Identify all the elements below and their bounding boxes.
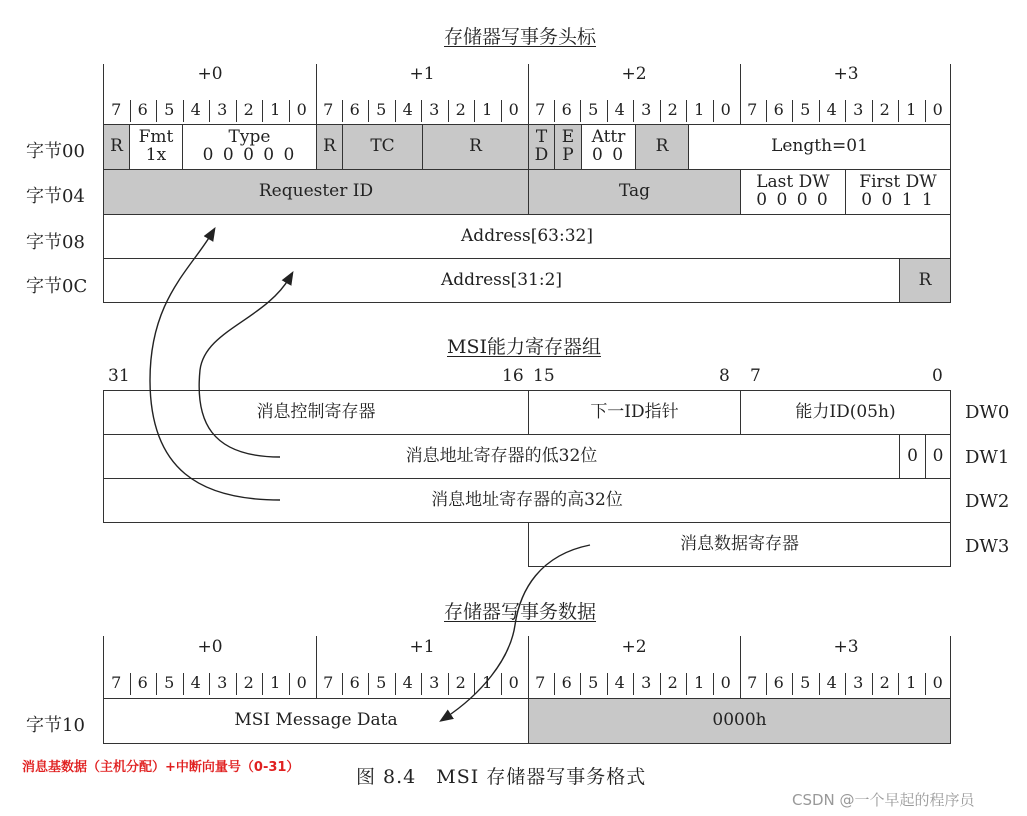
annotation-note: 消息基数据（主机分配）+中断向量号（0-31）: [22, 760, 300, 775]
field-r-5: R: [899, 258, 951, 303]
bit-separator: [421, 100, 422, 122]
bit-label: 3: [429, 673, 440, 692]
bit-label: 3: [853, 673, 864, 692]
data-byte-offset-3: +3: [833, 637, 859, 657]
bit-label: 2: [455, 100, 466, 119]
msi-bit-15: 15: [533, 366, 555, 386]
data-byte-offset-2: +2: [621, 637, 647, 657]
bit-separator: [156, 673, 157, 695]
addr-low-bit0: 0: [925, 434, 951, 479]
bit-separator: [130, 100, 131, 122]
msi-title: MSI能力寄存器组: [447, 336, 601, 358]
bit-separator: [501, 100, 502, 122]
bit-label: 2: [667, 673, 678, 692]
bit-label: 4: [402, 100, 413, 119]
field-length: Length=01: [688, 124, 951, 170]
bit-separator: [368, 673, 369, 695]
bit-separator: [872, 673, 873, 695]
bit-separator: [474, 100, 475, 122]
field-r-2: R: [316, 124, 343, 170]
msi-bit-16: 16: [502, 366, 524, 386]
data-zero-field: 0000h: [528, 698, 951, 744]
field-address-low: Address[31:2]: [103, 258, 900, 303]
bit-label: 1: [694, 673, 705, 692]
field-td: [528, 124, 555, 170]
bit-label: 4: [402, 673, 413, 692]
row-label-00: 字节00: [26, 141, 85, 162]
field-r-3: R: [422, 124, 529, 170]
bit-label: 0: [296, 673, 307, 692]
field-first-dw: [845, 169, 951, 215]
bit-separator: [819, 100, 820, 122]
bit-label: 3: [641, 100, 652, 119]
bit-label: 0: [508, 100, 519, 119]
row-label-10: 字节10: [26, 715, 85, 736]
bit-label: 7: [535, 100, 546, 119]
bit-separator: [845, 673, 846, 695]
bit-label: 3: [853, 100, 864, 119]
first-dw-value: 0 0 1 1: [861, 190, 935, 210]
ep-e: E: [561, 127, 575, 148]
bit-separator: [130, 673, 131, 695]
bit-separator: [156, 100, 157, 122]
bit-label: 1: [270, 673, 281, 692]
td-t: T: [535, 127, 548, 148]
bit-separator: [236, 100, 237, 122]
fmt-value: 1x: [145, 145, 167, 165]
bit-separator: [792, 673, 793, 695]
bit-label: 6: [137, 100, 148, 119]
field-requester-id: Requester ID: [103, 169, 529, 215]
last-dw-value: 0 0 0 0: [756, 190, 830, 210]
bit-separator: [607, 673, 608, 695]
bit-separator: [845, 100, 846, 122]
bit-label: 5: [588, 673, 599, 692]
addr-low-bit1: 0: [899, 434, 926, 479]
bit-label: 2: [243, 673, 254, 692]
bit-label: 7: [111, 673, 122, 692]
bit-label: 3: [217, 100, 228, 119]
field-fmt: [129, 124, 183, 170]
field-address-high: Address[63:32]: [103, 214, 951, 259]
bit-label: 5: [164, 100, 175, 119]
bit-separator: [580, 673, 581, 695]
dw1-label: DW1: [965, 447, 1010, 468]
field-tc: TC: [342, 124, 423, 170]
header-title: 存储器写事务头标: [444, 26, 597, 48]
bit-label: 0: [296, 100, 307, 119]
data-title: 存储器写事务数据: [444, 601, 597, 623]
field-ep: [554, 124, 582, 170]
bit-label: 6: [773, 673, 784, 692]
bit-separator: [872, 100, 873, 122]
bit-label: 1: [694, 100, 705, 119]
last-dw-label: Last DW: [756, 172, 830, 193]
bit-label: 2: [879, 100, 890, 119]
bit-separator: [448, 673, 449, 695]
bit-label: 0: [720, 100, 731, 119]
next-id-pointer: 下一ID指针: [528, 390, 741, 435]
bit-separator: [289, 100, 290, 122]
bit-separator: [686, 673, 687, 695]
bit-separator: [660, 100, 661, 122]
attr-label: Attr: [591, 127, 626, 148]
dw0-label: DW0: [965, 402, 1010, 423]
bit-separator: [766, 100, 767, 122]
bit-label: 1: [906, 100, 917, 119]
bit-separator: [925, 100, 926, 122]
bit-label: 5: [376, 673, 387, 692]
bit-separator: [580, 100, 581, 122]
bit-label: 6: [561, 673, 572, 692]
type-label: Type: [228, 127, 271, 148]
bit-label: 7: [323, 100, 334, 119]
byte-offset-2: +2: [621, 64, 647, 84]
bit-label: 5: [164, 673, 175, 692]
dw3-label: DW3: [965, 536, 1010, 557]
bit-separator: [766, 673, 767, 695]
bit-label: 4: [190, 100, 201, 119]
bit-separator: [819, 673, 820, 695]
field-type: [182, 124, 317, 170]
msi-message-data: MSI Message Data: [103, 698, 529, 744]
bit-separator: [660, 673, 661, 695]
bit-label: 6: [561, 100, 572, 119]
bit-separator: [713, 100, 714, 122]
bit-label: 2: [455, 673, 466, 692]
bit-label: 6: [349, 100, 360, 119]
bit-separator: [183, 673, 184, 695]
bit-separator: [554, 673, 555, 695]
bit-separator: [713, 673, 714, 695]
dw2-label: DW2: [965, 491, 1010, 512]
bit-separator: [395, 100, 396, 122]
bit-separator: [262, 673, 263, 695]
bit-label: 6: [773, 100, 784, 119]
td-d: D: [534, 145, 549, 165]
bit-label: 1: [906, 673, 917, 692]
bit-label: 0: [508, 673, 519, 692]
bit-separator: [474, 673, 475, 695]
bit-label: 0: [720, 673, 731, 692]
bit-separator: [898, 673, 899, 695]
bit-label: 4: [826, 673, 837, 692]
bit-label: 7: [535, 673, 546, 692]
bit-separator: [183, 100, 184, 122]
bit-label: 7: [323, 673, 334, 692]
bit-label: 6: [137, 673, 148, 692]
bit-label: 4: [826, 100, 837, 119]
bit-label: 7: [111, 100, 122, 119]
msi-bit-0: 0: [932, 366, 943, 386]
bit-separator: [633, 100, 634, 122]
bit-separator: [925, 673, 926, 695]
msg-data-register: 消息数据寄存器: [528, 522, 951, 567]
fmt-label: Fmt: [138, 127, 174, 148]
row-label-04: 字节04: [26, 186, 85, 207]
attr-value: 0 0: [591, 145, 626, 165]
bit-separator: [209, 100, 210, 122]
bit-separator: [236, 673, 237, 695]
watermark: CSDN @一个早起的程序员: [792, 791, 975, 809]
ep-p: P: [562, 145, 574, 165]
bit-label: 3: [429, 100, 440, 119]
msg-address-high: 消息地址寄存器的高32位: [103, 478, 951, 523]
field-r-1: R: [103, 124, 130, 170]
bit-separator: [554, 100, 555, 122]
bit-label: 4: [614, 100, 625, 119]
bit-separator: [686, 100, 687, 122]
bit-separator: [289, 673, 290, 695]
bit-label: 0: [932, 673, 943, 692]
bit-label: 5: [800, 100, 811, 119]
bit-label: 2: [243, 100, 254, 119]
msg-address-low: 消息地址寄存器的低32位: [103, 434, 900, 479]
bit-separator: [342, 673, 343, 695]
bit-label: 4: [614, 673, 625, 692]
bit-label: 4: [190, 673, 201, 692]
row-label-0c: 字节0C: [26, 276, 88, 297]
msg-control-register: 消息控制寄存器: [103, 390, 529, 435]
type-value: 0 0 0 0 0: [202, 145, 297, 165]
data-byte-offset-1: +1: [409, 637, 435, 657]
arrow-msg-data-to-message-data: [445, 545, 590, 718]
bit-label: 3: [217, 673, 228, 692]
bit-separator: [448, 100, 449, 122]
bit-separator: [395, 673, 396, 695]
bit-separator: [633, 673, 634, 695]
byte-offset-1: +1: [409, 64, 435, 84]
field-attr: [581, 124, 636, 170]
msi-bit-8: 8: [719, 366, 730, 386]
bit-label: 1: [482, 100, 493, 119]
figure-caption: 图 8.4 MSI 存储器写事务格式: [356, 766, 647, 788]
bit-separator: [792, 100, 793, 122]
bit-separator: [501, 673, 502, 695]
bit-separator: [898, 100, 899, 122]
bit-separator: [209, 673, 210, 695]
bit-label: 0: [932, 100, 943, 119]
bit-separator: [368, 100, 369, 122]
bit-separator: [262, 100, 263, 122]
msi-bit-31: 31: [108, 366, 130, 386]
byte-offset-0: +0: [197, 64, 223, 84]
row-label-08: 字节08: [26, 232, 85, 253]
data-byte-offset-0: +0: [197, 637, 223, 657]
bit-label: 6: [349, 673, 360, 692]
bit-separator: [342, 100, 343, 122]
bit-label: 5: [800, 673, 811, 692]
byte-offset-3: +3: [833, 64, 859, 84]
field-r-4: R: [635, 124, 689, 170]
bit-label: 1: [482, 673, 493, 692]
field-last-dw: [740, 169, 846, 215]
bit-label: 5: [588, 100, 599, 119]
first-dw-label: First DW: [859, 172, 937, 193]
capability-id: 能力ID(05h): [740, 390, 951, 435]
bit-label: 2: [879, 673, 890, 692]
bit-separator: [421, 673, 422, 695]
bit-label: 2: [667, 100, 678, 119]
bit-separator: [607, 100, 608, 122]
bit-label: 7: [747, 673, 758, 692]
bit-label: 7: [747, 100, 758, 119]
msi-bit-7: 7: [750, 366, 761, 386]
bit-label: 3: [641, 673, 652, 692]
bit-label: 5: [376, 100, 387, 119]
bit-label: 1: [270, 100, 281, 119]
field-tag: Tag: [528, 169, 741, 215]
